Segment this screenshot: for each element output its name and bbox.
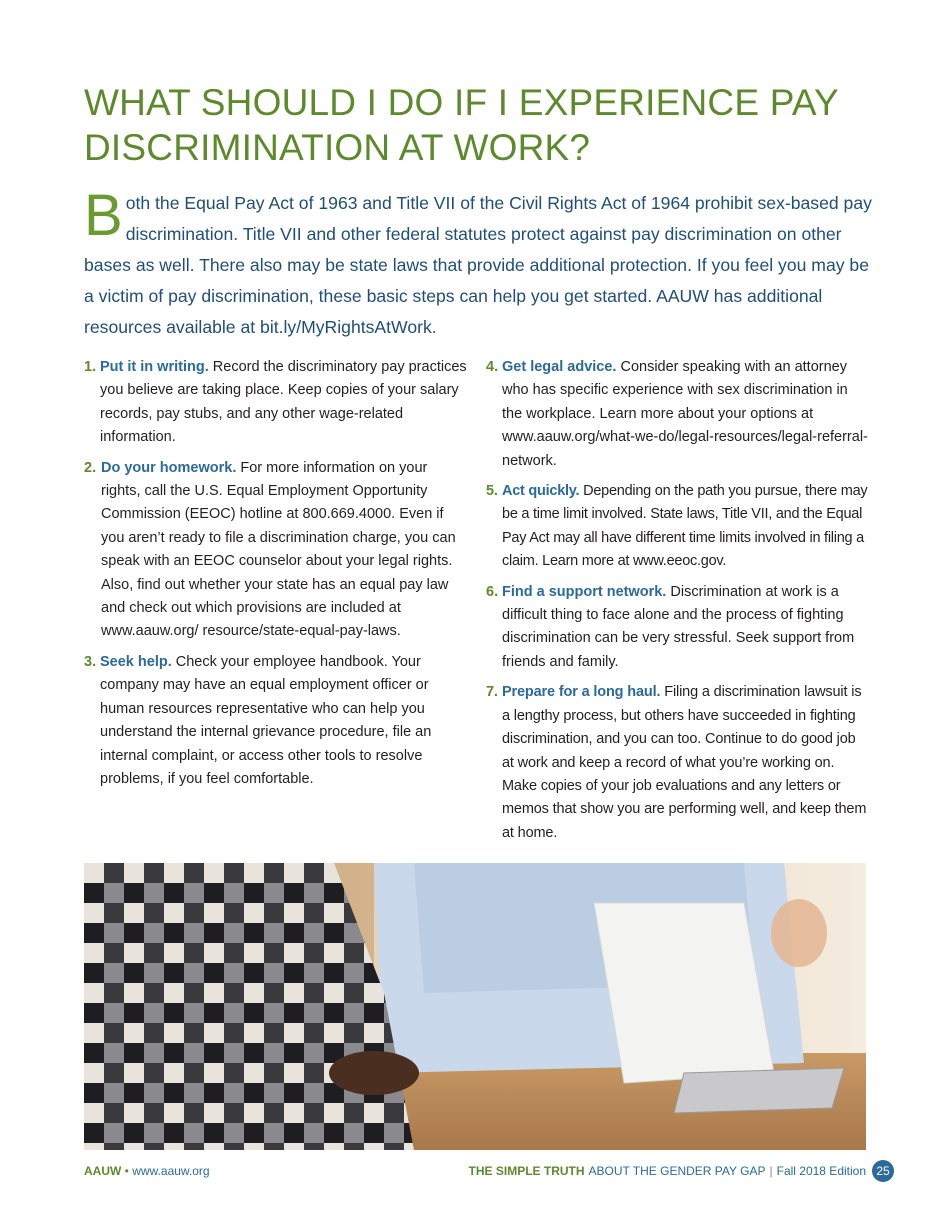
edition: Fall 2018 Edition [776, 1164, 866, 1178]
steps-right-column [486, 356, 870, 852]
list-item [486, 681, 870, 845]
step-body: For more information on your rights, call the U.S. Equal Employment Opportunity Commission (EEOC) hotline at 800.669.4000. Even if you aren’t ready to file a discrimination charge, you can speak with an EEOC counselor about your legal rights. Also, find out whether your state has an equal pay law and check out which provisions are included at www.aauw.org/ resource/state-equal-pay-laws. [101, 459, 456, 640]
publication-title-strong: THE SIMPLE TRUTH [468, 1164, 585, 1178]
step-number: 5. [486, 483, 498, 500]
intro-dropcap: B [84, 183, 123, 248]
list-item [486, 581, 870, 675]
page-title: WHAT SHOULD I DO IF I EXPERIENCE PAY DISCRIMINATION AT WORK? [84, 82, 839, 168]
step-heading: Get legal advice. [502, 359, 617, 375]
intro-paragraph [84, 183, 872, 343]
step-number: 4. [486, 359, 499, 375]
step-heading: Seek help. [100, 653, 172, 670]
step-heading: Prepare for a long haul. [502, 684, 661, 701]
list-item [486, 356, 870, 473]
step-heading: Do your homework. [101, 459, 237, 476]
step-body: Check your employee handbook. Your company may have an equal employment officer or human resources representative who can help you understand the internal grievance procedure, file an internal complaint, or access other tools to resolve problems, if you feel comfortable. [100, 653, 432, 787]
step-number: 2. [84, 459, 97, 476]
step-body: Filing a discrimination lawsuit is a lengthy process, but others have succeeded in fighting discrimination, and you can too. Continue to do good job at work and keep a record of what you’re working on. Make copies of your job evaluations and any letters or memos that show you are performing well, and keep them at home. [502, 684, 867, 841]
step-number: 6. [486, 583, 499, 600]
brand-name: AAUW [84, 1164, 122, 1178]
meeting-photo [84, 863, 866, 1150]
list-item [84, 356, 468, 450]
step-number: 3. [84, 653, 97, 670]
footer-brand [84, 1163, 210, 1179]
step-number: 7. [486, 684, 498, 701]
steps-left-column [84, 356, 468, 798]
page-number-badge: 25 [872, 1160, 894, 1182]
step-heading: Put it in writing. [100, 359, 209, 375]
footer-publication [469, 1160, 894, 1182]
website-link[interactable]: www.aauw.org [132, 1164, 210, 1178]
bullet-separator: • [124, 1164, 129, 1178]
intro-text: oth the Equal Pay Act of 1963 and Title VII of the Civil Rights Act of 1964 prohibit sex-based pay discrimination. Title VII and other federal statutes protect against pay discrimination on other bases as well. There also may be state laws that provide additional protection. If you feel you may be a victim of pay discrimination, these basic steps can help you get started. AAUW has additional resources available at bit.ly/MyRightsAtWork. [84, 193, 872, 337]
meeting-photo-illustration [84, 863, 866, 1150]
step-body: Depending on the path you pursue, there may be a time limit involved. State laws, Title VII, and the Equal Pay Act may all have different time limits involved in filing a claim. Learn more at www.eeoc.gov. [502, 483, 868, 570]
step-body: Discrimination at work is a difficult thing to face alone and the process of fighting discrimination can be very stressful. Seek support from friends and family. [502, 583, 855, 670]
publication-title-rest: ABOUT THE GENDER PAY GAP [588, 1164, 766, 1178]
step-heading: Act quickly. [502, 483, 580, 500]
step-number: 1. [84, 359, 97, 375]
list-item [84, 651, 468, 791]
step-body: Record the discriminatory pay practices you believe are taking place. Keep copies of your salary records, pay stubs, and any other wage-related information. [100, 359, 467, 446]
step-body: Consider speaking with an attorney who has specific experience with sex discrimination in the workplace. Learn more about your options at www.aauw.org/what-we-do/legal-resources/legal-referral-network. [502, 359, 868, 469]
step-heading: Find a support network. [502, 583, 667, 600]
list-item [486, 480, 870, 574]
separator: | [769, 1164, 773, 1178]
list-item [84, 457, 468, 644]
